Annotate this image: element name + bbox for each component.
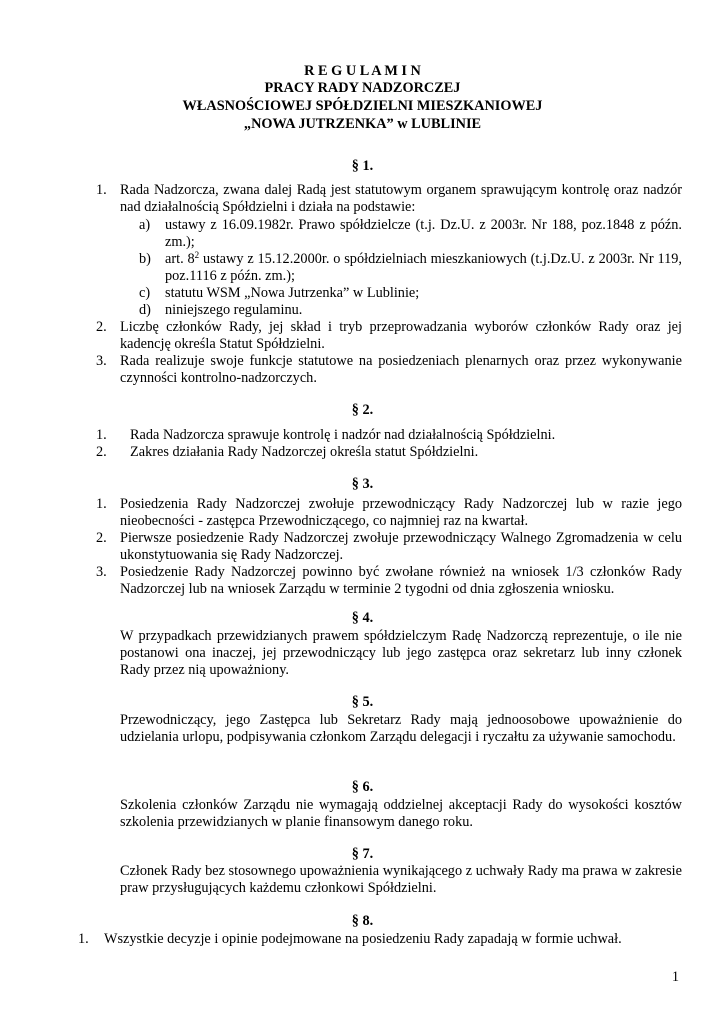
doc-title-line-3: WŁASNOŚCIOWEJ SPÓŁDZIELNI MIESZKANIOWEJ — [182, 98, 543, 114]
s3-item-1-text: Posiedzenia Rady Nadzorczej zwołuje przewodniczący Rady Nadzorczej lub w razie jego nieobecności - zastępca Przewodniczącego, co najmniej raz na kwartał. — [120, 496, 682, 529]
doc-title-line-2: PRACY RADY NADZORCZEJ — [264, 80, 461, 96]
s1-item-2-text: Liczbę członków Rady, jej skład i tryb przeprowadzania wyborów członków Rady oraz jej kadencję określa Statut Spółdzielni. — [120, 319, 682, 352]
s2-item-1-text: Rada Nadzorcza sprawuje kontrolę i nadzór nad działalnością Spółdzielni. — [130, 427, 556, 443]
s8-item-1-text: Wszystkie decyzje i opinie podejmowane na posiedzeniu Rady zapadają w formie uchwał. — [104, 931, 622, 947]
s7-text: Członek Rady bez stosownego upoważnienia wynikającego z uchwały Rady ma prawa w zakresie praw przysługujących każdemu członkowi Spółdzielni. — [120, 863, 682, 896]
s2-item-2-text: Zakres działania Rady Nadzorczej określa statut Spółdzielni. — [130, 444, 479, 460]
s1-sub-d-label: d) — [139, 302, 151, 318]
s1-sub-b-post: ustawy z 15.12.2000r. o spółdzielniach mieszkaniowych (t.j.Dz.U. z 2003r. Nr 119, poz.1116 z późn. zm.); — [165, 251, 682, 284]
s1-item-2-number: 2. — [96, 319, 107, 335]
s1-sub-a-label: a) — [139, 217, 151, 233]
s1-item-1-text: Rada Nadzorcza, zwana dalej Radą jest statutowym organem sprawującym kontrolę oraz nadzór nad działalnością Spółdzielni i działa na podstawie: — [120, 182, 682, 215]
s3-item-2-number: 2. — [96, 530, 107, 546]
s3-item-3-number: 3. — [96, 564, 107, 580]
page-number: 1 — [671, 969, 679, 985]
s1-sub-b-sup: 2 — [194, 250, 200, 260]
s1-sub-b-label: b) — [139, 251, 151, 267]
s1-item-3-number: 3. — [96, 353, 107, 369]
section-6-heading: § 6. — [351, 779, 374, 795]
s1-item-1-number: 1. — [96, 182, 107, 198]
s1-sub-b-pre: art. 8 — [165, 251, 195, 267]
s2-item-1-number: 1. — [96, 427, 107, 443]
s3-item-1-number: 1. — [96, 496, 107, 512]
section-1-heading: § 1. — [351, 158, 374, 174]
doc-title-line-1: R E G U L A M I N — [304, 63, 421, 79]
s1-sub-c-text: statutu WSM „Nowa Jutrzenka” w Lublinie; — [165, 285, 420, 301]
s1-sub-b-text — [165, 251, 682, 285]
s1-item-3-text: Rada realizuje swoje funkcje statutowe na posiedzeniach plenarnych oraz przez wykonywanie czynności kontrolno-nadzorczych. — [120, 353, 682, 386]
section-3-heading: § 3. — [351, 476, 374, 492]
s3-item-3-text: Posiedzenie Rady Nadzorczej powinno być zwołane również na wniosek 1/3 członków Rady Nadzorczej lub na wniosek Zarządu w terminie 2 tygodni od dnia zgłoszenia wniosku. — [120, 564, 682, 597]
section-4-heading: § 4. — [351, 610, 374, 626]
s1-sub-d-text: niniejszego regulaminu. — [165, 302, 303, 318]
section-7-heading: § 7. — [351, 846, 374, 862]
section-5-heading: § 5. — [351, 694, 374, 710]
s6-text: Szkolenia członków Zarządu nie wymagają oddzielnej akceptacji Rady do wysokości kosztów szkolenia przewidzianych w planie finansowym danego roku. — [120, 797, 682, 830]
s8-item-1-number: 1. — [78, 931, 89, 947]
s1-sub-c-label: c) — [139, 285, 151, 301]
section-2-heading: § 2. — [351, 402, 374, 418]
s1-sub-a-text: ustawy z 16.09.1982r. Prawo spółdzielcze (t.j. Dz.U. z 2003r. Nr 188, poz.1848 z późn. zm.); — [165, 217, 682, 250]
section-8-heading: § 8. — [351, 913, 374, 929]
doc-title-line-4: „NOWA JUTRZENKA” w LUBLINIE — [243, 116, 482, 132]
s2-item-2-number: 2. — [96, 444, 107, 460]
s4-text: W przypadkach przewidzianych prawem spółdzielczym Radę Nadzorczą reprezentuje, o ile nie postanowi ona inaczej, jej przewodniczący lub jego zastępca oraz sekretarz lub inny członek Rady przez nią upoważniony. — [120, 628, 682, 678]
s5-text: Przewodniczący, jego Zastępca lub Sekretarz Rady mają jednoosobowe upoważnienie do udzielania urlopu, podpisywania członkom Zarządu delegacji i ryczałtu za używanie samochodu. — [120, 712, 682, 745]
s3-item-2-text: Pierwsze posiedzenie Rady Nadzorczej zwołuje przewodniczący Walnego Zgromadzenia w celu ukonstytuowania się Rady Nadzorczej. — [120, 530, 682, 563]
